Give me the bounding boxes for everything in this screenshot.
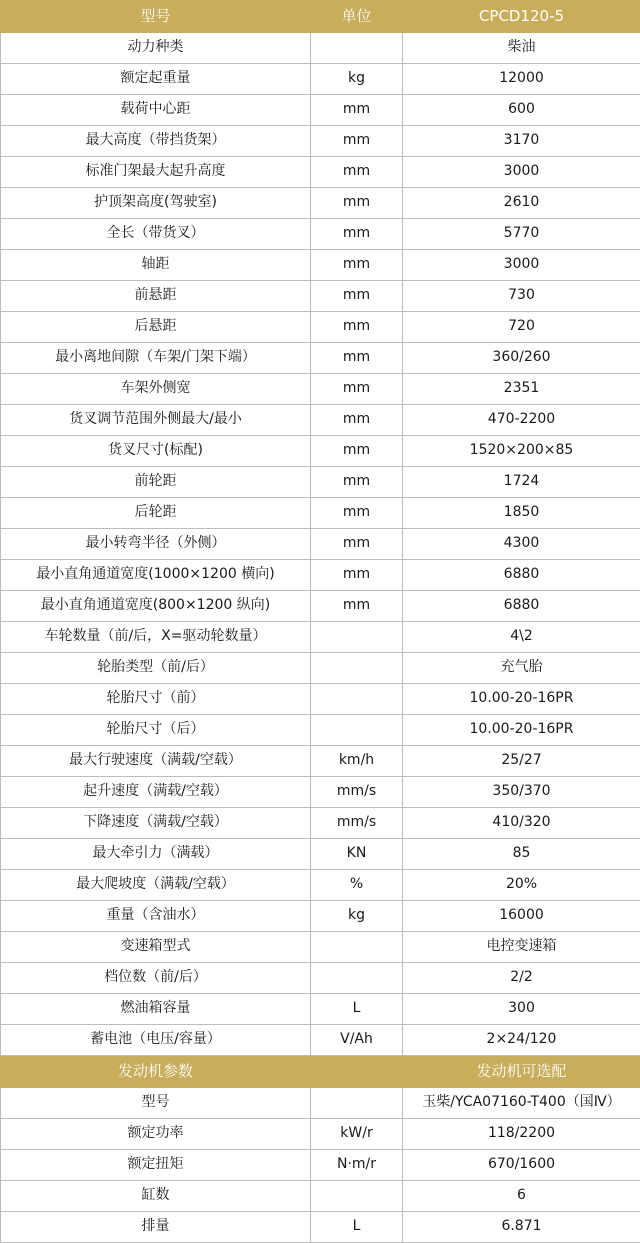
spec-row: [1, 932, 640, 963]
spec-cell-value: 410/320: [403, 808, 640, 839]
spec-cell-name: 最大牵引力（满载）: [1, 839, 311, 870]
spec-cell-unit: mm: [311, 312, 403, 343]
spec-row: [1, 1025, 640, 1056]
engine-spec-cell-name: 额定功率: [1, 1119, 311, 1150]
engine-section-cell-value: 发动机可选配: [403, 1056, 640, 1088]
engine-spec-cell-value: 玉柴/YCA07160-T400（国Ⅳ）: [403, 1088, 640, 1119]
spec-cell-unit: mm: [311, 95, 403, 126]
spec-cell-name: 货叉尺寸(标配): [1, 436, 311, 467]
spec-cell-name: 货叉调节范围外侧最大/最小: [1, 405, 311, 436]
spec-cell-value: 4300: [403, 529, 640, 560]
spec-cell-name: 最大高度（带挡货架）: [1, 126, 311, 157]
spec-cell-value: 350/370: [403, 777, 640, 808]
spec-cell-name: 动力种类: [1, 33, 311, 64]
spec-cell-name: 轴距: [1, 250, 311, 281]
spec-cell-value: 2610: [403, 188, 640, 219]
spec-row: [1, 436, 640, 467]
spec-row: [1, 405, 640, 436]
spec-cell-name: 轮胎尺寸（后）: [1, 715, 311, 746]
spec-row: [1, 746, 640, 777]
specification-table-body: [1, 1, 640, 1243]
spec-cell-value: 柴油: [403, 33, 640, 64]
engine-spec-row: [1, 1088, 640, 1119]
spec-cell-value: 2/2: [403, 963, 640, 994]
spec-cell-name: 最大行驶速度（满载/空载）: [1, 746, 311, 777]
spec-row: [1, 715, 640, 746]
spec-cell-name: 最小离地间隙（车架/门架下端）: [1, 343, 311, 374]
spec-cell-unit: [311, 963, 403, 994]
spec-row: [1, 901, 640, 932]
spec-cell-value: 16000: [403, 901, 640, 932]
engine-section-cell-name: 发动机参数: [1, 1056, 311, 1088]
spec-cell-value: 6880: [403, 591, 640, 622]
engine-spec-row: [1, 1119, 640, 1150]
spec-row: [1, 498, 640, 529]
spec-row: [1, 343, 640, 374]
spec-cell-unit: mm: [311, 188, 403, 219]
spec-row: [1, 839, 640, 870]
spec-cell-unit: mm: [311, 436, 403, 467]
spec-cell-value: 730: [403, 281, 640, 312]
spec-cell-unit: [311, 33, 403, 64]
spec-cell-unit: kg: [311, 64, 403, 95]
spec-cell-unit: V/Ah: [311, 1025, 403, 1056]
spec-cell-unit: mm: [311, 250, 403, 281]
spec-cell-name: 车架外侧宽: [1, 374, 311, 405]
spec-cell-value: 470-2200: [403, 405, 640, 436]
spec-cell-value: 2×24/120: [403, 1025, 640, 1056]
spec-cell-name: 前悬距: [1, 281, 311, 312]
spec-row: [1, 591, 640, 622]
spec-cell-name: 起升速度（满载/空载）: [1, 777, 311, 808]
spec-cell-unit: mm: [311, 126, 403, 157]
spec-cell-unit: %: [311, 870, 403, 901]
spec-cell-value: 3170: [403, 126, 640, 157]
spec-cell-value: 360/260: [403, 343, 640, 374]
spec-row: [1, 529, 640, 560]
engine-spec-cell-name: 排量: [1, 1212, 311, 1243]
header-cell-model: 型号: [1, 1, 311, 33]
spec-row: [1, 808, 640, 839]
spec-cell-name: 后轮距: [1, 498, 311, 529]
engine-spec-cell-unit: N·m/r: [311, 1150, 403, 1181]
spec-cell-unit: [311, 653, 403, 684]
spec-cell-name: 额定起重量: [1, 64, 311, 95]
spec-cell-value: 2351: [403, 374, 640, 405]
engine-section-row: [1, 1056, 640, 1088]
spec-row: [1, 684, 640, 715]
engine-spec-cell-unit: [311, 1181, 403, 1212]
engine-spec-cell-value: 6.871: [403, 1212, 640, 1243]
spec-cell-value: 3000: [403, 157, 640, 188]
engine-spec-cell-value: 118/2200: [403, 1119, 640, 1150]
spec-cell-name: 最大爬坡度（满载/空载）: [1, 870, 311, 901]
spec-row: [1, 963, 640, 994]
spec-cell-unit: mm: [311, 405, 403, 436]
spec-cell-name: 车轮数量（前/后，X=驱动轮数量）: [1, 622, 311, 653]
spec-cell-unit: [311, 622, 403, 653]
engine-spec-cell-value: 670/1600: [403, 1150, 640, 1181]
spec-cell-name: 最小直角通道宽度(800×1200 纵向): [1, 591, 311, 622]
spec-row: [1, 64, 640, 95]
spec-cell-unit: [311, 715, 403, 746]
engine-spec-row: [1, 1150, 640, 1181]
spec-cell-name: 档位数（前/后）: [1, 963, 311, 994]
spec-cell-value: 600: [403, 95, 640, 126]
spec-cell-unit: mm: [311, 281, 403, 312]
spec-cell-value: 85: [403, 839, 640, 870]
spec-cell-name: 燃油箱容量: [1, 994, 311, 1025]
header-cell-value: CPCD120-5: [403, 1, 640, 33]
spec-row: [1, 219, 640, 250]
spec-row: [1, 33, 640, 64]
spec-row: [1, 157, 640, 188]
engine-section-cell-unit: [311, 1056, 403, 1088]
spec-row: [1, 188, 640, 219]
spec-cell-unit: [311, 684, 403, 715]
spec-row: [1, 560, 640, 591]
spec-cell-name: 轮胎尺寸（前）: [1, 684, 311, 715]
spec-cell-value: 1724: [403, 467, 640, 498]
spec-cell-value: 1520×200×85: [403, 436, 640, 467]
spec-cell-unit: L: [311, 994, 403, 1025]
spec-cell-value: 25/27: [403, 746, 640, 777]
spec-cell-name: 护顶架高度(驾驶室): [1, 188, 311, 219]
engine-spec-row: [1, 1181, 640, 1212]
spec-cell-name: 最小直角通道宽度(1000×1200 横向): [1, 560, 311, 591]
spec-cell-unit: mm: [311, 219, 403, 250]
spec-cell-value: 3000: [403, 250, 640, 281]
spec-cell-unit: kg: [311, 901, 403, 932]
spec-cell-value: 6880: [403, 560, 640, 591]
spec-row: [1, 126, 640, 157]
spec-cell-unit: mm: [311, 343, 403, 374]
spec-cell-unit: KN: [311, 839, 403, 870]
spec-cell-name: 变速箱型式: [1, 932, 311, 963]
spec-cell-name: 全长（带货叉）: [1, 219, 311, 250]
engine-spec-cell-unit: [311, 1088, 403, 1119]
spec-cell-unit: mm: [311, 498, 403, 529]
spec-cell-unit: mm: [311, 467, 403, 498]
spec-cell-name: 下降速度（满载/空载）: [1, 808, 311, 839]
spec-cell-value: 4\2: [403, 622, 640, 653]
engine-spec-row: [1, 1212, 640, 1243]
engine-spec-cell-name: 型号: [1, 1088, 311, 1119]
header-cell-unit: 单位: [311, 1, 403, 33]
spec-cell-value: 10.00-20-16PR: [403, 715, 640, 746]
spec-cell-name: 轮胎类型（前/后）: [1, 653, 311, 684]
spec-cell-name: 蓄电池（电压/容量）: [1, 1025, 311, 1056]
spec-cell-name: 重量（含油水）: [1, 901, 311, 932]
engine-spec-cell-name: 额定扭矩: [1, 1150, 311, 1181]
spec-row: [1, 374, 640, 405]
spec-cell-name: 前轮距: [1, 467, 311, 498]
spec-row: [1, 467, 640, 498]
engine-spec-cell-unit: kW/r: [311, 1119, 403, 1150]
spec-cell-name: 载荷中心距: [1, 95, 311, 126]
spec-cell-name: 标准门架最大起升高度: [1, 157, 311, 188]
spec-cell-unit: mm: [311, 157, 403, 188]
spec-cell-value: 5770: [403, 219, 640, 250]
spec-row: [1, 312, 640, 343]
spec-row: [1, 653, 640, 684]
spec-cell-value: 电控变速箱: [403, 932, 640, 963]
spec-row: [1, 994, 640, 1025]
spec-row: [1, 622, 640, 653]
spec-cell-name: 后悬距: [1, 312, 311, 343]
spec-cell-value: 12000: [403, 64, 640, 95]
spec-cell-unit: mm/s: [311, 808, 403, 839]
spec-cell-value: 充气胎: [403, 653, 640, 684]
spec-cell-unit: mm: [311, 591, 403, 622]
spec-cell-name: 最小转弯半径（外侧）: [1, 529, 311, 560]
spec-cell-unit: mm/s: [311, 777, 403, 808]
spec-cell-unit: mm: [311, 374, 403, 405]
spec-row: [1, 281, 640, 312]
spec-row: [1, 250, 640, 281]
spec-row: [1, 95, 640, 126]
spec-cell-unit: km/h: [311, 746, 403, 777]
spec-cell-value: 1850: [403, 498, 640, 529]
table-header-row: [1, 1, 640, 33]
spec-row: [1, 777, 640, 808]
spec-cell-value: 10.00-20-16PR: [403, 684, 640, 715]
engine-spec-cell-name: 缸数: [1, 1181, 311, 1212]
spec-row: [1, 870, 640, 901]
spec-cell-value: 720: [403, 312, 640, 343]
spec-cell-value: 300: [403, 994, 640, 1025]
spec-cell-value: 20%: [403, 870, 640, 901]
spec-cell-unit: mm: [311, 529, 403, 560]
engine-spec-cell-unit: L: [311, 1212, 403, 1243]
spec-cell-unit: mm: [311, 560, 403, 591]
engine-spec-cell-value: 6: [403, 1181, 640, 1212]
spec-cell-unit: [311, 932, 403, 963]
